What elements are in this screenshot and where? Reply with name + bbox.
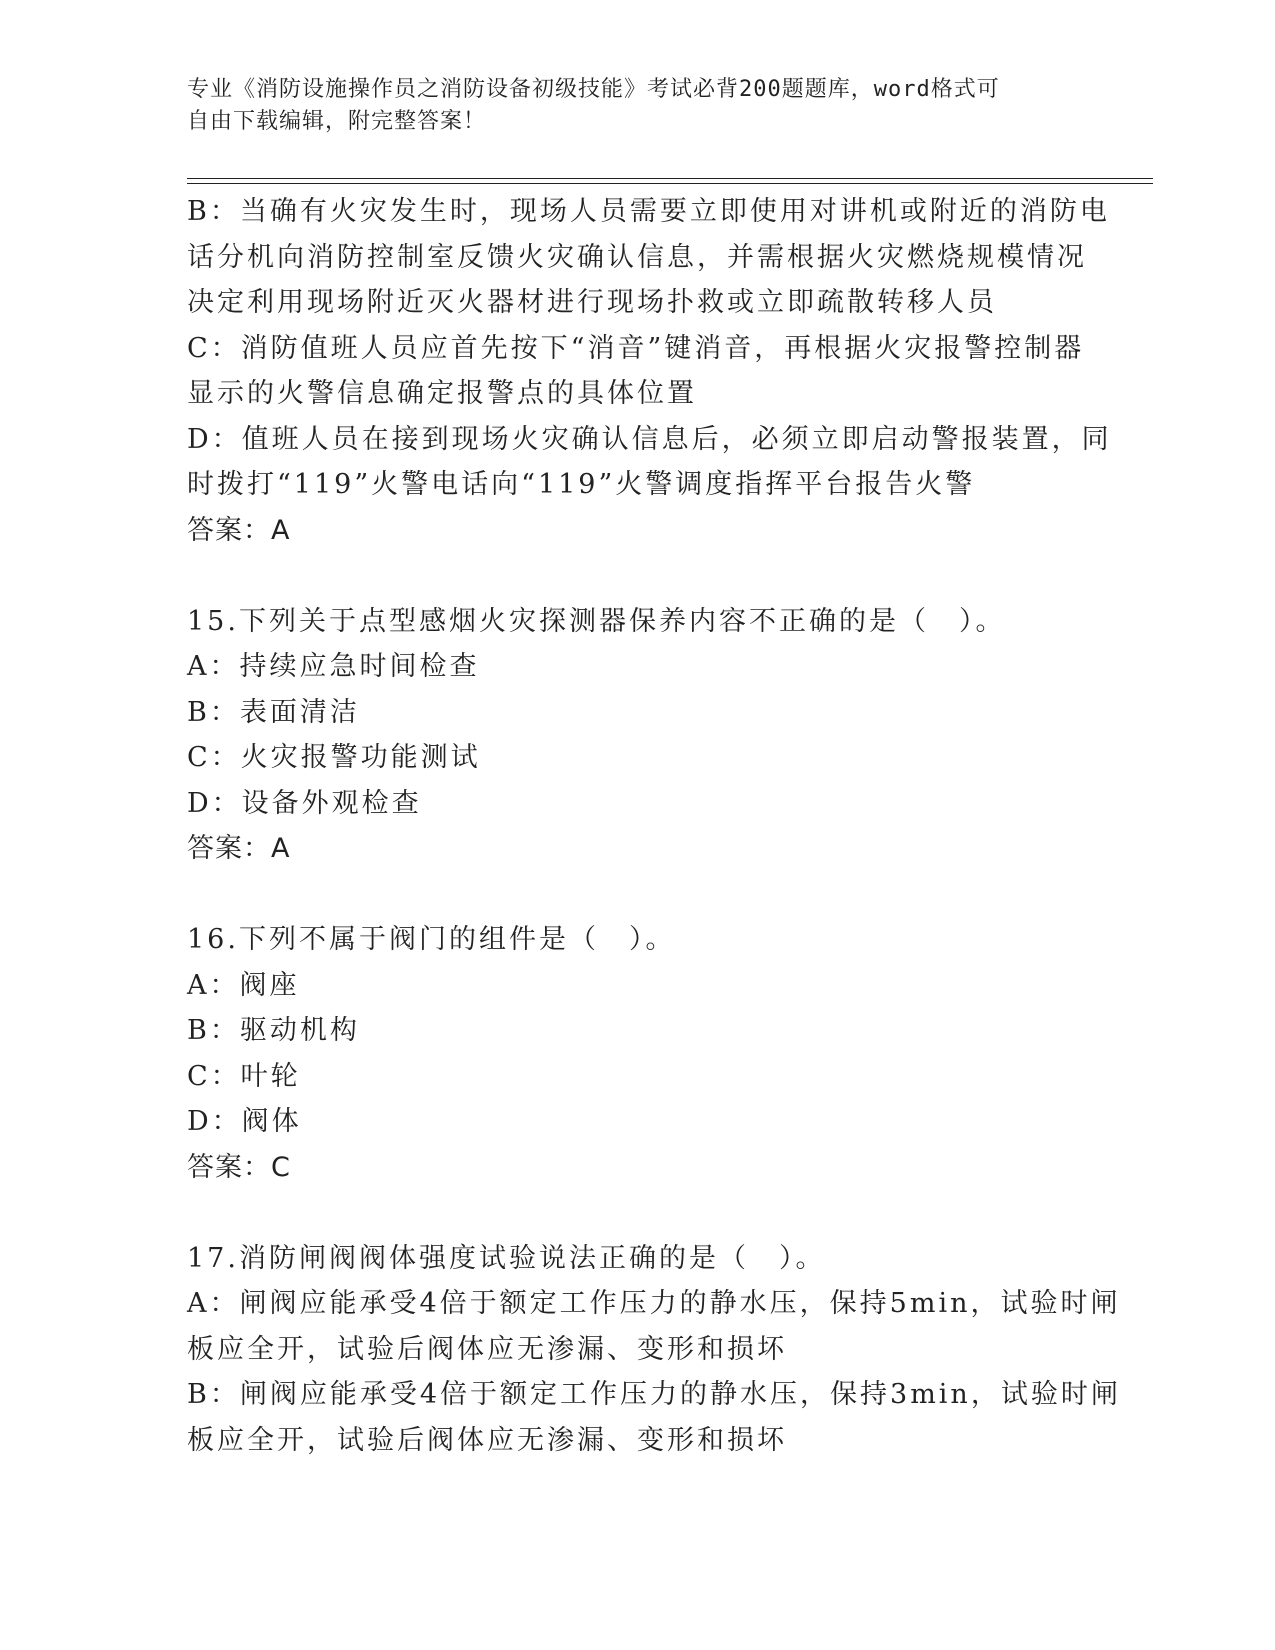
question-17 — [187, 1236, 1121, 1464]
question-stem: 15.下列关于点型感烟火灾探测器保养内容不正确的是（ ）。 — [187, 605, 1006, 637]
option-line: B：闸阀应能承受4倍于额定工作压力的静水压，保持3min，试验时闸 — [187, 1379, 1121, 1410]
option-c: C：叶轮 — [187, 1060, 301, 1092]
option-a: A：持续应急时间检查 — [187, 651, 480, 682]
option-b: B：驱动机构 — [187, 1015, 360, 1046]
option-line: B：当确有火灾发生时，现场人员需要立即使用对讲机或附近的消防电 — [187, 196, 1110, 227]
option-line: 板应全开，试验后阀体应无渗漏、变形和损坏 — [187, 1333, 787, 1365]
option-line: 板应全开，试验后阀体应无渗漏、变形和损坏 — [187, 1424, 787, 1456]
option-line: A：闸阀应能承受4倍于额定工作压力的静水压，保持5min，试验时闸 — [187, 1288, 1121, 1319]
question-stem: 17.消防闸阀阀体强度试验说法正确的是（ ）。 — [187, 1242, 826, 1274]
question-answer: 答案：A — [187, 833, 291, 864]
question-content — [187, 189, 1121, 1463]
option-b: B：表面清洁 — [187, 696, 360, 728]
document-header — [187, 74, 1087, 138]
question-stem: 16.下列不属于阀门的组件是（ ）。 — [187, 924, 676, 955]
header-rule-bottom — [187, 183, 1153, 184]
header-line-2: 自由下载编辑，附完整答案！ — [187, 109, 487, 134]
option-line: 决定利用现场附近灭火器材进行现场扑救或立即疏散转移人员 — [187, 287, 997, 318]
option-a: A：阀座 — [187, 969, 300, 1001]
prev-question-answer: 答案：A — [187, 514, 291, 546]
option-line: 显示的火警信息确定报警点的具体位置 — [187, 378, 697, 409]
option-line: 话分机向消防控制室反馈火灾确认信息，并需根据火灾燃烧规模情况 — [187, 241, 1087, 273]
spacer — [187, 553, 1087, 599]
option-d: D：设备外观检查 — [187, 787, 422, 819]
prev-question-option-d — [187, 417, 1112, 508]
option-line: D：值班人员在接到现场火灾确认信息后，必须立即启动警报装置，同 — [187, 423, 1112, 455]
spacer — [187, 1190, 1087, 1236]
question-16 — [187, 917, 1087, 1190]
header-line-1: 专业《消防设施操作员之消防设备初级技能》考试必背200题题库，word格式可 — [187, 77, 1000, 102]
option-d: D：阀体 — [187, 1106, 302, 1137]
option-c: C：火灾报警功能测试 — [187, 742, 481, 773]
option-a — [187, 1281, 1121, 1372]
prev-question-option-c — [187, 326, 1087, 417]
option-line: C：消防值班人员应首先按下“消音”键消音，再根据火灾报警控制器 — [187, 332, 1085, 364]
prev-question-option-b — [187, 189, 1110, 326]
option-line: 时拨打“119”火警电话向“119”火警调度指挥平台报告火警 — [187, 469, 976, 500]
question-answer: 答案：C — [187, 1151, 291, 1183]
header-rule-top — [187, 178, 1153, 179]
spacer — [187, 872, 1087, 918]
question-15 — [187, 599, 1087, 872]
option-b — [187, 1372, 1121, 1463]
